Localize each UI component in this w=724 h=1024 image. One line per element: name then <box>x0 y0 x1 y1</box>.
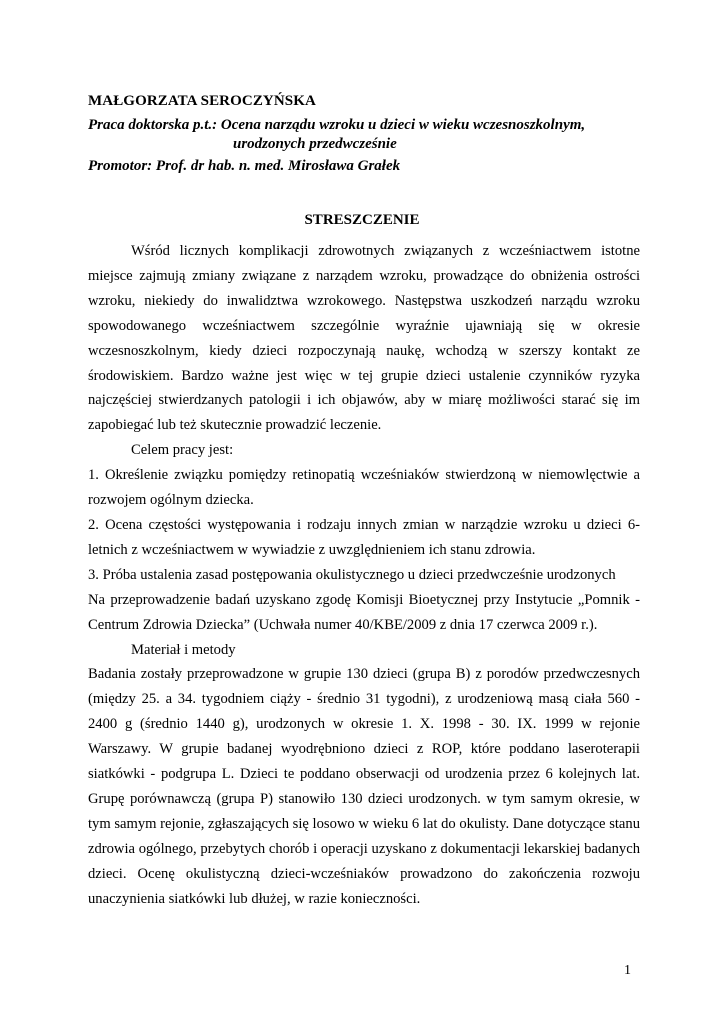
paragraph-aim-2: 2. Ocena częstości występowania i rodzaju innych zmian w narządzie wzroku u dzieci 6-letnich z wcześniactwem w wywiadzie z uwzględnieniem ich stanu zdrowia. <box>88 516 640 558</box>
paragraph-aim-3: 3. Próba ustalenia zasad postępowania okulistycznego u dzieci przedwcześnie urodzonych <box>88 566 616 583</box>
paragraph-aim-1: 1. Określenie związku pomiędzy retinopatią wcześniaków stwierdzoną w niemowlęctwie a rozwojem ogólnym dziecka. <box>88 467 640 509</box>
paragraph-ethics: Na przeprowadzenie badań uzyskano zgodę Komisji Bioetycznej przy Instytucie „Pomnik - Centrum Zdrowia Dziecka” (Uchwała numer 40/KBE/2009 z dnia 17 czerwca 2009 r.). <box>88 591 640 633</box>
paragraph-methods: Badania zostały przeprowadzone w grupie 130 dzieci (grupa B) z porodów przedwczesnych (między 25. a 34. tygodniem ciąży - średnio 31 tygodni), z urodzeniową masą ciała 560 - 2400 g (średnio 1440 g), urodzonych w okresie 1. X. 1998 - 30. IX. 1999 w rejonie Warszawy. W grupie badanej wyodrębniono dzieci z ROP, które poddano laseroterapii siatkówki - podgrupa L. Dzieci te poddano obserwacji od urodzenia przez 6 kolejnych lat. Grupę porównawczą (grupa P) stanowiło 130 dzieci urodzonych. w tym samym okresie, w tym samym rejonie, zgłaszających się losowo w wieku 6 lat do okulisty. Dane dotyczące stanu zdrowia ogólnego, przebytych chorób i operacji uzyskano z dokumentacji lekarskiej badanych dzieci. Ocenę okulistyczną dzieci-wcześniaków prowadzono do zakończenia rozwoju unaczynienia siatkówki lub dłużej, w razie konieczności. <box>88 666 640 907</box>
author-name: MAŁGORZATA SEROCZYŃSKA <box>88 93 316 109</box>
paragraph-aims-heading: Celem pracy jest: <box>131 442 234 459</box>
thesis-title-line-1: Praca doktorska p.t.: Ocena narządu wzroku u dzieci w wieku wczesnoszkolnym, <box>88 117 586 133</box>
thesis-title-line-2: urodzonych przedwcześnie <box>233 136 397 152</box>
paragraph-methods-heading: Materiał i metody <box>131 641 236 658</box>
paragraph-intro: Wśród licznych komplikacji zdrowotnych związanych z wcześniactwem istotne miejsce zajmują zmiany związane z narządem wzroku, prowadzące do obniżenia ostrości wzroku, niekiedy do inwalidztwa wzrokowego. Następstwa uszkodzeń narządu wzroku spowodowanego wcześniactwem szczególnie wyraźnie ujawniają się w okresie wczesnoszkolnym, kiedy dzieci rozpoczynają naukę, wchodzą w szerszy kontakt ze środowiskiem. Bardzo ważne jest więc w tej grupie dzieci ustalenie czynników ryzyka najczęściej stwierdzanych patologii i ich objawów, aby w miarę możliwości starać się im zapobiegać lub też skutecznie prowadzić leczenie. <box>88 243 640 434</box>
page-number: 1 <box>624 963 631 978</box>
promotor-line: Promotor: Prof. dr hab. n. med. Mirosława Grałek <box>88 158 401 174</box>
section-title: STRESZCZENIE <box>304 212 420 228</box>
abstract-body <box>88 239 640 911</box>
